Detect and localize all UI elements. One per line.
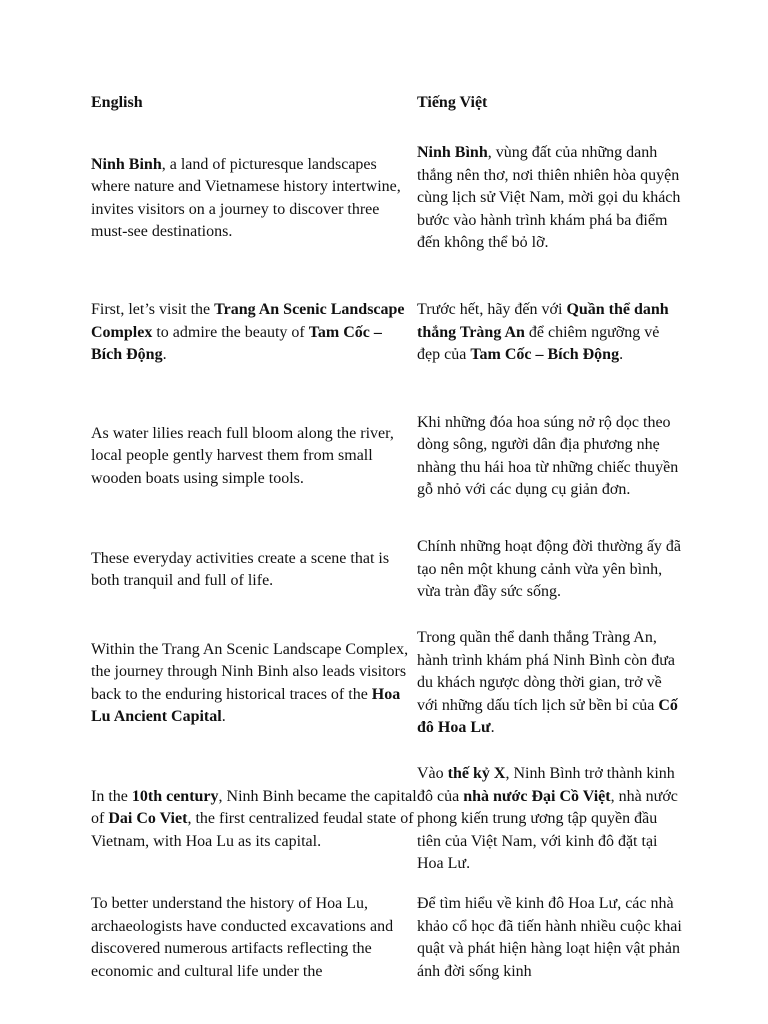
- text-run: Within the Trang An Scenic Landscape Complex, the journey through Ninh Binh also leads visitors back to the enduring historical traces of the: [91, 640, 409, 703]
- table-row: [91, 120, 691, 277]
- table-row: [91, 763, 691, 876]
- text-run: , vùng đất của những danh thắng nên thơ, nơi thiên nhiên hòa quyện cùng lịch sử Việt Nam, mời gọi du khách bước vào hành trình khám phá ba điểm đến không thể bỏ lỡ.: [417, 144, 681, 252]
- english-paragraph: [91, 786, 417, 854]
- bold-text: Cố đô Hoa Lư: [417, 696, 678, 737]
- header-vietnamese: Tiếng Việt: [417, 94, 488, 111]
- bold-text: thế kỷ X: [447, 765, 506, 783]
- vietnamese-paragraph: [417, 893, 683, 983]
- vietnamese-paragraph: [417, 627, 683, 740]
- table-row: [91, 289, 691, 377]
- table-row: [91, 536, 691, 604]
- bold-text: Ninh Binh: [91, 155, 162, 173]
- bilingual-table: [91, 92, 691, 988]
- bold-text: Hoa Lu Ancient Capital: [91, 685, 401, 725]
- text-run: , the first centralized feudal state of Vietnam, with Hoa Lu as its capital.: [91, 810, 414, 850]
- english-paragraph: [91, 893, 417, 983]
- text-run: .: [162, 346, 167, 364]
- text-run: Để tìm hiểu về kinh đô Hoa Lư, các nhà khảo cổ học đã tiến hành nhiều cuộc khai quật và phát hiện hàng loạt hiện vật phản ánh đời sống kinh: [417, 895, 682, 980]
- english-paragraph: [91, 423, 417, 491]
- text-run: .: [619, 346, 624, 364]
- english-paragraph: [91, 299, 417, 367]
- header-english: English: [91, 94, 143, 111]
- text-run: As water lilies reach full bloom along the river, local people gently harvest them from small wooden boats using simple tools.: [91, 424, 394, 487]
- table-row: [91, 616, 691, 751]
- english-paragraph: [91, 154, 417, 244]
- text-run: , Ninh Binh became the capital of: [91, 787, 417, 828]
- table-body: [91, 120, 691, 988]
- vietnamese-paragraph: [417, 412, 683, 502]
- text-run: These everyday activities create a scene that is both tranquil and full of life.: [91, 549, 390, 589]
- vietnamese-paragraph: [417, 299, 683, 367]
- text-run: Trước hết, hãy đến với: [417, 301, 567, 319]
- bold-text: 10th century: [131, 787, 219, 805]
- english-paragraph: [91, 548, 417, 593]
- english-paragraph: [91, 639, 417, 729]
- text-run: Chính những hoạt động đời thường ấy đã tạo nên một khung cảnh vừa yên bình, vừa tràn đầy sức sống.: [417, 538, 682, 601]
- bold-text: Tam Cốc – Bích Động: [470, 346, 620, 364]
- header-row: [91, 92, 691, 120]
- text-run: First, let’s visit the: [91, 301, 215, 319]
- bold-text: Ninh Bình: [417, 144, 488, 162]
- bold-text: Trang An Scenic Landscape Complex: [91, 301, 405, 341]
- text-run: Trong quần thể danh thắng Tràng An, hành trình khám phá Ninh Bình còn đưa du khách ngược dòng thời gian, trở về với những dấu tích lịch sử bền bỉ của: [417, 629, 675, 714]
- bold-text: Quần thể danh thắng Tràng An: [417, 301, 669, 341]
- text-run: để chiêm ngưỡng vẻ đẹp của: [417, 323, 660, 364]
- vietnamese-paragraph: [417, 142, 683, 255]
- bold-text: nhà nước Đại Cồ Việt: [463, 787, 611, 805]
- text-run: , nhà nước phong kiến trung ương tập quyền đầu tiên của Việt Nam, với kinh đô đặt tại Hoa Lư.: [417, 787, 678, 873]
- table-row: [91, 389, 691, 524]
- text-run: To better understand the history of Hoa Lu, archaeologists have conducted excavations and discovered numerous artifacts reflecting the economic and cultural life under the: [91, 895, 394, 980]
- text-run: Vào: [417, 765, 448, 783]
- text-run: .: [490, 719, 495, 737]
- bold-text: Tam Cốc – Bích Động: [91, 323, 382, 364]
- vietnamese-paragraph: [417, 763, 683, 876]
- text-run: In the: [91, 787, 132, 805]
- text-run: to admire the beauty of: [152, 323, 309, 341]
- text-run: , Ninh Bình trở thành kinh đô của: [417, 765, 675, 805]
- text-run: Khi những đóa hoa súng nở rộ dọc theo dòng sông, người dân địa phương nhẹ nhàng thu hái hoa từ những chiếc thuyền gỗ nhỏ với các dụng cụ giản đơn.: [417, 413, 679, 498]
- vietnamese-paragraph: [417, 536, 683, 604]
- bold-text: Dai Co Viet: [108, 810, 188, 828]
- text-run: .: [221, 708, 226, 725]
- table-row: [91, 888, 691, 988]
- text-run: , a land of picturesque landscapes where nature and Vietnamese history intertwine, invites visitors on a journey to discover three must-see destinations.: [91, 155, 401, 240]
